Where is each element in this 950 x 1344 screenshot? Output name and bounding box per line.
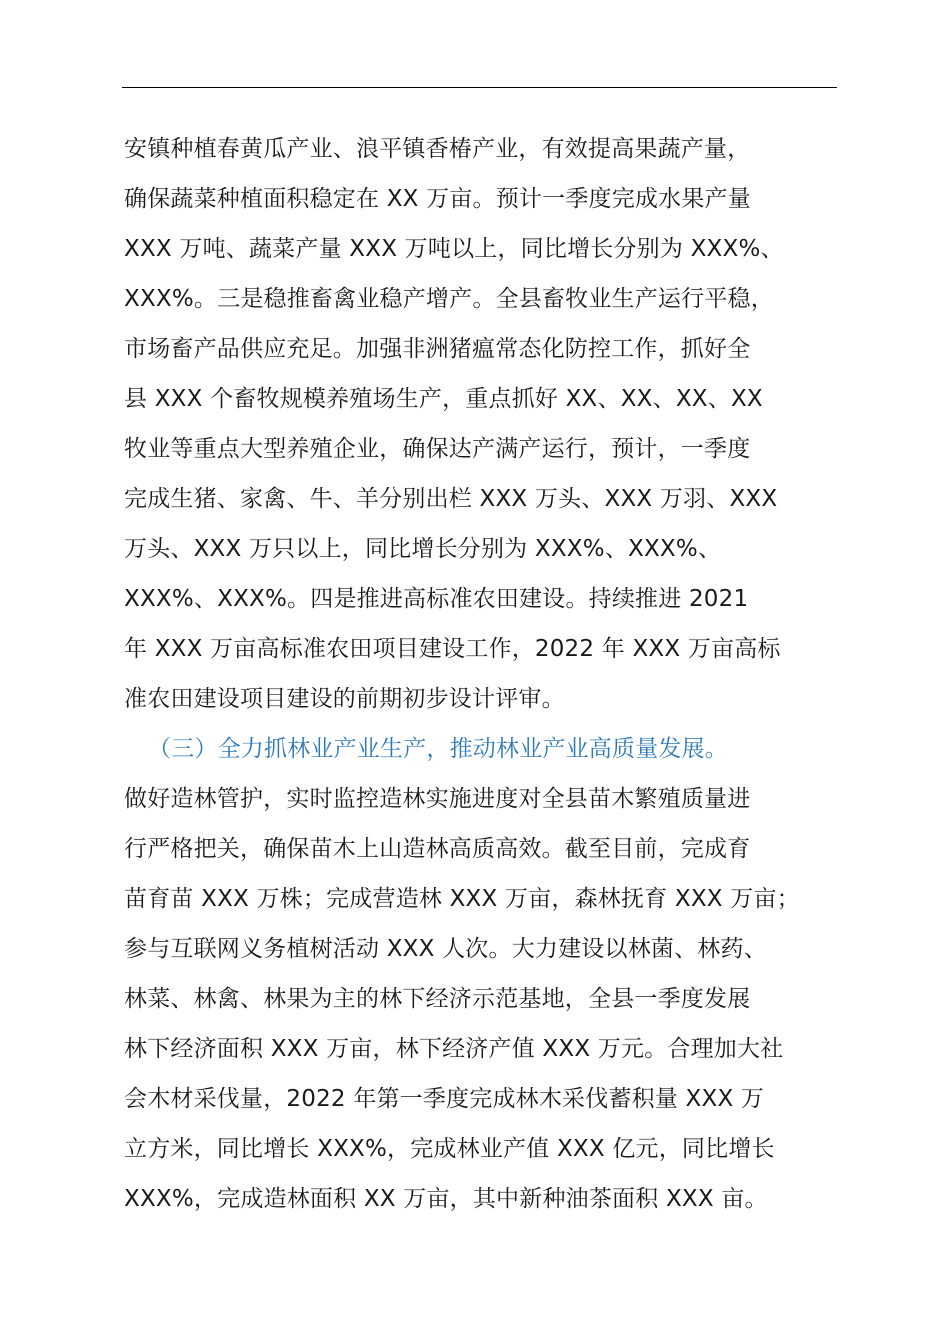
paragraph-line: XXX%。三是稳推畜禽业稳产增产。全县畜牧业生产运行平稳， bbox=[124, 286, 774, 312]
paragraph-line: 做好造林管护，实时监控造林实施进度对全县苗木繁殖质量进 bbox=[124, 786, 751, 812]
paragraph-line: 行严格把关，确保苗木上山造林高质高效。截至目前，完成育 bbox=[124, 836, 751, 862]
paragraph-line: 林下经济面积 XXX 万亩，林下经济产值 XXX 万元。合理加大社 bbox=[124, 1036, 784, 1062]
paragraph-line: 苗育苗 XXX 万株；完成营造林 XXX 万亩，森林抚育 XXX 万亩； bbox=[124, 886, 800, 912]
paragraph-line: 确保蔬菜种植面积稳定在 XX 万亩。预计一季度完成水果产量 bbox=[124, 186, 751, 212]
paragraph-line: 万头、XXX 万只以上，同比增长分别为 XXX%、XXX%、 bbox=[124, 536, 722, 562]
paragraph-line: XXX%，完成造林面积 XX 万亩，其中新种油茶面积 XXX 亩。 bbox=[124, 1186, 768, 1212]
paragraph-line: 年 XXX 万亩高标准农田项目建设工作，2022 年 XXX 万亩高标 bbox=[124, 636, 781, 662]
paragraph-line: 会木材采伐量，2022 年第一季度完成林木采伐蓄积量 XXX 万 bbox=[124, 1086, 765, 1112]
paragraph-line: 林菜、林禽、林果为主的林下经济示范基地，全县一季度发展 bbox=[124, 986, 751, 1012]
paragraph-line: 准农田建设项目建设的前期初步设计评审。 bbox=[124, 686, 565, 712]
paragraph-line: 完成生猪、家禽、牛、羊分别出栏 XXX 万头、XXX 万羽、XXX bbox=[124, 486, 778, 512]
paragraph-line: 牧业等重点大型养殖企业，确保达产满产运行，预计，一季度 bbox=[124, 436, 751, 462]
section-heading: （三）全力抓林业产业生产，推动林业产业高质量发展。 bbox=[148, 736, 728, 762]
paragraph-line: XXX%、XXX%。四是推进高标准农田建设。持续推进 2021 bbox=[124, 586, 749, 612]
paragraph-line: 安镇种植春黄瓜产业、浪平镇香椿产业，有效提高果蔬产量， bbox=[124, 136, 751, 162]
paragraph-line: 立方米，同比增长 XXX%，完成林业产值 XXX 亿元，同比增长 bbox=[124, 1136, 775, 1162]
paragraph-line: 参与互联网义务植树活动 XXX 人次。大力建设以林菌、林药、 bbox=[124, 936, 767, 962]
paragraph-line: 县 XXX 个畜牧规模养殖场生产，重点抓好 XX、XX、XX、XX bbox=[124, 386, 763, 412]
paragraph-line: XXX 万吨、蔬菜产量 XXX 万吨以上，同比增长分别为 XXX%、 bbox=[124, 236, 784, 262]
paragraph-line: 市场畜产品供应充足。加强非洲猪瘟常态化防控工作，抓好全 bbox=[124, 336, 751, 362]
